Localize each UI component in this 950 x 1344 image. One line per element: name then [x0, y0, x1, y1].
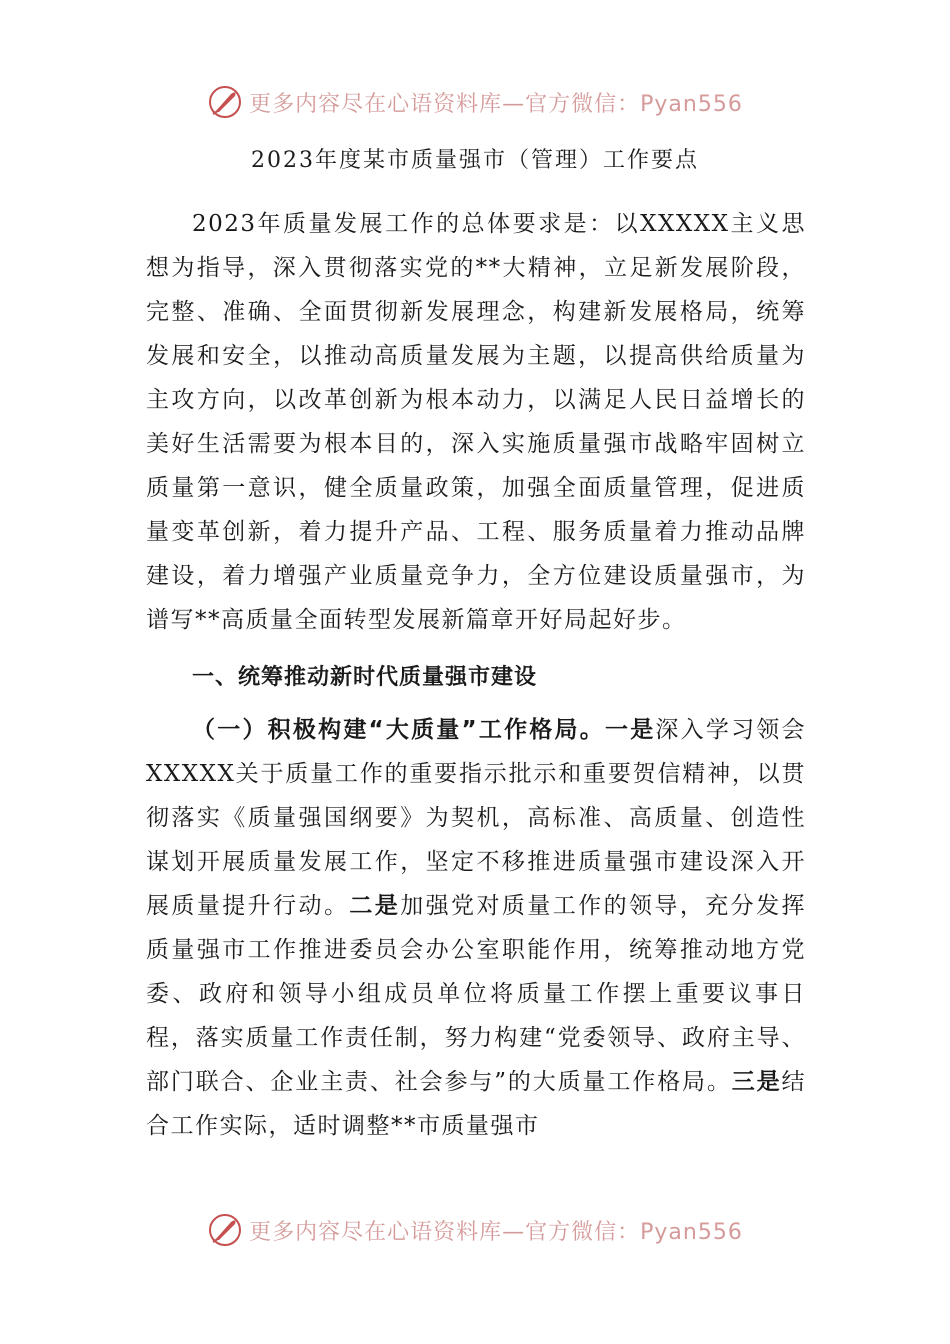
pen-feather-logo-icon	[207, 84, 243, 120]
point-text-3: 结合工作实际，适时调整**市质量强市	[146, 1069, 806, 1139]
document-title: 2023年度某市质量强市（管理）工作要点	[251, 148, 699, 173]
intro-paragraph: 2023年质量发展工作的总体要求是：以XXXXX主义思想为指导，深入贯彻落实党的**大精神，立足新发展阶段，完整、准确、全面贯彻新发展理念，构建新发展格局，统筹发展和安全，以推动高质量发展为主题，以提高供给质量为主攻方向，以改革创新为根本动力，以满足人民日益增长的美好生活需要为根本目的，深入实施质量强市战略牢固树立质量第一意识，健全质量政策，加强全面质量管理，促进质量变革创新，着力提升产品、工程、服务质量着力推动品牌建设，着力增强产业质量竞争力，全方位建设质量强市，为谱写**高质量全面转型发展新篇章开好局起好步。	[146, 211, 806, 633]
section-paragraph	[146, 708, 806, 1148]
header-watermark-banner	[0, 78, 950, 126]
pen-feather-logo-icon	[207, 1212, 243, 1248]
footer-watermark-banner	[0, 1206, 950, 1254]
subsection-heading: （一）积极构建“大质量”工作格局。	[192, 717, 605, 743]
watermark-text: 更多内容尽在心语资料库—官方微信：Pyan556	[249, 1219, 743, 1245]
point-text-2: 加强党对质量工作的领导，充分发挥质量强市工作推进委员会办公室职能作用，统筹推动地方党委、政府和领导小组成员单位将质量工作摆上重要议事日程，落实质量工作责任制，努力构建“党委领导、政府主导、部门联合、企业主责、社会参与”的大质量工作格局。	[146, 893, 807, 1095]
point-text-1: 深入学习领会XXXXX关于质量工作的重要指示批示和重要贺信精神，以贯彻落实《质量强国纲要》为契机，高标准、高质量、创造性谋划开展质量发展工作，坚定不移推进质量强市建设深入开展质量提升行动。	[146, 717, 807, 919]
watermark-text: 更多内容尽在心语资料库—官方微信：Pyan556	[249, 91, 743, 117]
document-body	[146, 202, 806, 1148]
point-label-1: 一是	[604, 717, 656, 743]
point-label-2: 二是	[349, 893, 401, 919]
point-label-3: 三是	[731, 1069, 782, 1095]
section-heading: 一、统筹推动新时代质量强市建设	[192, 665, 538, 690]
